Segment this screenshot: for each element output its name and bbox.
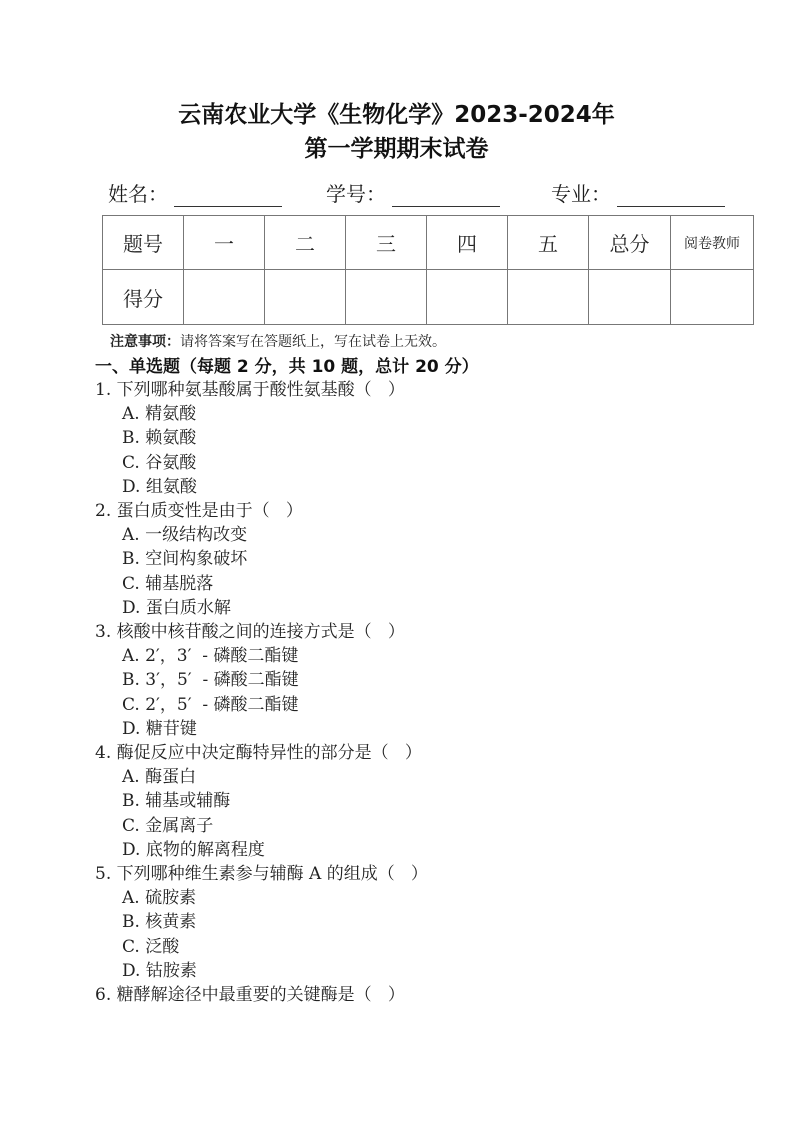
option-c: C. 辅基脱落 — [122, 573, 214, 594]
question-list — [95, 378, 775, 1007]
major-field — [551, 178, 725, 207]
section-title-single-choice: 一、单选题（每题 2 分，共 10 题，总计 20 分） — [95, 357, 479, 377]
student-id-label: 学号： — [326, 182, 386, 206]
option-a: A. 2′，3′ - 磷酸二酯键 — [122, 646, 299, 667]
option-a: A. 一级结构改变 — [122, 525, 248, 546]
option-d: D. 组氨酸 — [122, 476, 197, 497]
name-label: 姓名： — [108, 182, 168, 206]
name-field — [108, 178, 282, 207]
score-cell-part-4[interactable] — [427, 270, 508, 325]
question-stem: 4. 酶促反应中决定酶特异性的部分是（ ） — [95, 743, 422, 764]
score-cell-part-2[interactable] — [265, 270, 346, 325]
question-stem: 6. 糖酵解途径中最重要的关键酶是（ ） — [95, 985, 405, 1006]
score-table-header-row — [103, 216, 754, 270]
question-stem: 5. 下列哪种维生素参与辅酶 A 的组成（ ） — [95, 864, 428, 885]
exam-title-line1: 云南农业大学《生物化学》2023-2024年 — [178, 102, 615, 128]
score-table — [102, 215, 754, 325]
question-5 — [95, 862, 775, 983]
question-1 — [95, 378, 775, 499]
header-cell-part-5: 五 — [508, 216, 589, 270]
score-cell-total[interactable] — [589, 270, 671, 325]
score-cell-part-3[interactable] — [346, 270, 427, 325]
score-cell-grader[interactable] — [671, 270, 754, 325]
option-b: B. 辅基或辅酶 — [122, 791, 231, 812]
question-6 — [95, 983, 775, 1007]
option-c: C. 2′，5′ - 磷酸二酯键 — [122, 694, 299, 715]
header-cell-part-1: 一 — [184, 216, 265, 270]
header-cell-grader: 阅卷教师 — [671, 216, 754, 270]
option-d: D. 蛋白质水解 — [122, 597, 231, 618]
option-b: B. 赖氨酸 — [122, 428, 197, 449]
notice — [110, 331, 446, 351]
option-a: A. 精氨酸 — [122, 404, 197, 425]
question-stem: 3. 核酸中核苷酸之间的连接方式是（ ） — [95, 622, 405, 643]
score-table-score-row — [103, 270, 754, 325]
question-stem: 2. 蛋白质变性是由于（ ） — [95, 501, 303, 522]
question-4 — [95, 741, 775, 862]
notice-label: 注意事项： — [110, 334, 180, 350]
header-cell-part-2: 二 — [265, 216, 346, 270]
header-cell-part-4: 四 — [427, 216, 508, 270]
option-c: C. 谷氨酸 — [122, 452, 197, 473]
option-c: C. 泛酸 — [122, 936, 180, 957]
score-cell-part-5[interactable] — [508, 270, 589, 325]
name-blank[interactable] — [174, 184, 282, 207]
student-id-field — [326, 178, 500, 207]
score-row-label: 得分 — [103, 270, 184, 325]
header-cell-total: 总分 — [589, 216, 671, 270]
option-b: B. 3′，5′ - 磷酸二酯键 — [122, 670, 299, 691]
option-a: A. 硫胺素 — [122, 888, 197, 909]
major-label: 专业： — [551, 182, 611, 206]
student-info-row — [108, 178, 748, 208]
major-blank[interactable] — [617, 184, 725, 207]
option-b: B. 核黄素 — [122, 912, 197, 933]
score-cell-part-1[interactable] — [184, 270, 265, 325]
option-d: D. 底物的解离程度 — [122, 839, 265, 860]
header-cell-question-no: 题号 — [103, 216, 184, 270]
option-a: A. 酶蛋白 — [122, 767, 197, 788]
option-d: D. 钴胺素 — [122, 960, 197, 981]
question-2 — [95, 499, 775, 620]
question-stem: 1. 下列哪种氨基酸属于酸性氨基酸（ ） — [95, 380, 405, 400]
notice-text: 请将答案写在答题纸上，写在试卷上无效。 — [180, 334, 446, 350]
question-3 — [95, 620, 775, 741]
exam-title-line2: 第一学期期末试卷 — [304, 136, 489, 162]
header-cell-part-3: 三 — [346, 216, 427, 270]
option-d: D. 糖苷键 — [122, 718, 197, 739]
option-c: C. 金属离子 — [122, 815, 214, 836]
student-id-blank[interactable] — [392, 184, 500, 207]
option-b: B. 空间构象破坏 — [122, 549, 248, 570]
